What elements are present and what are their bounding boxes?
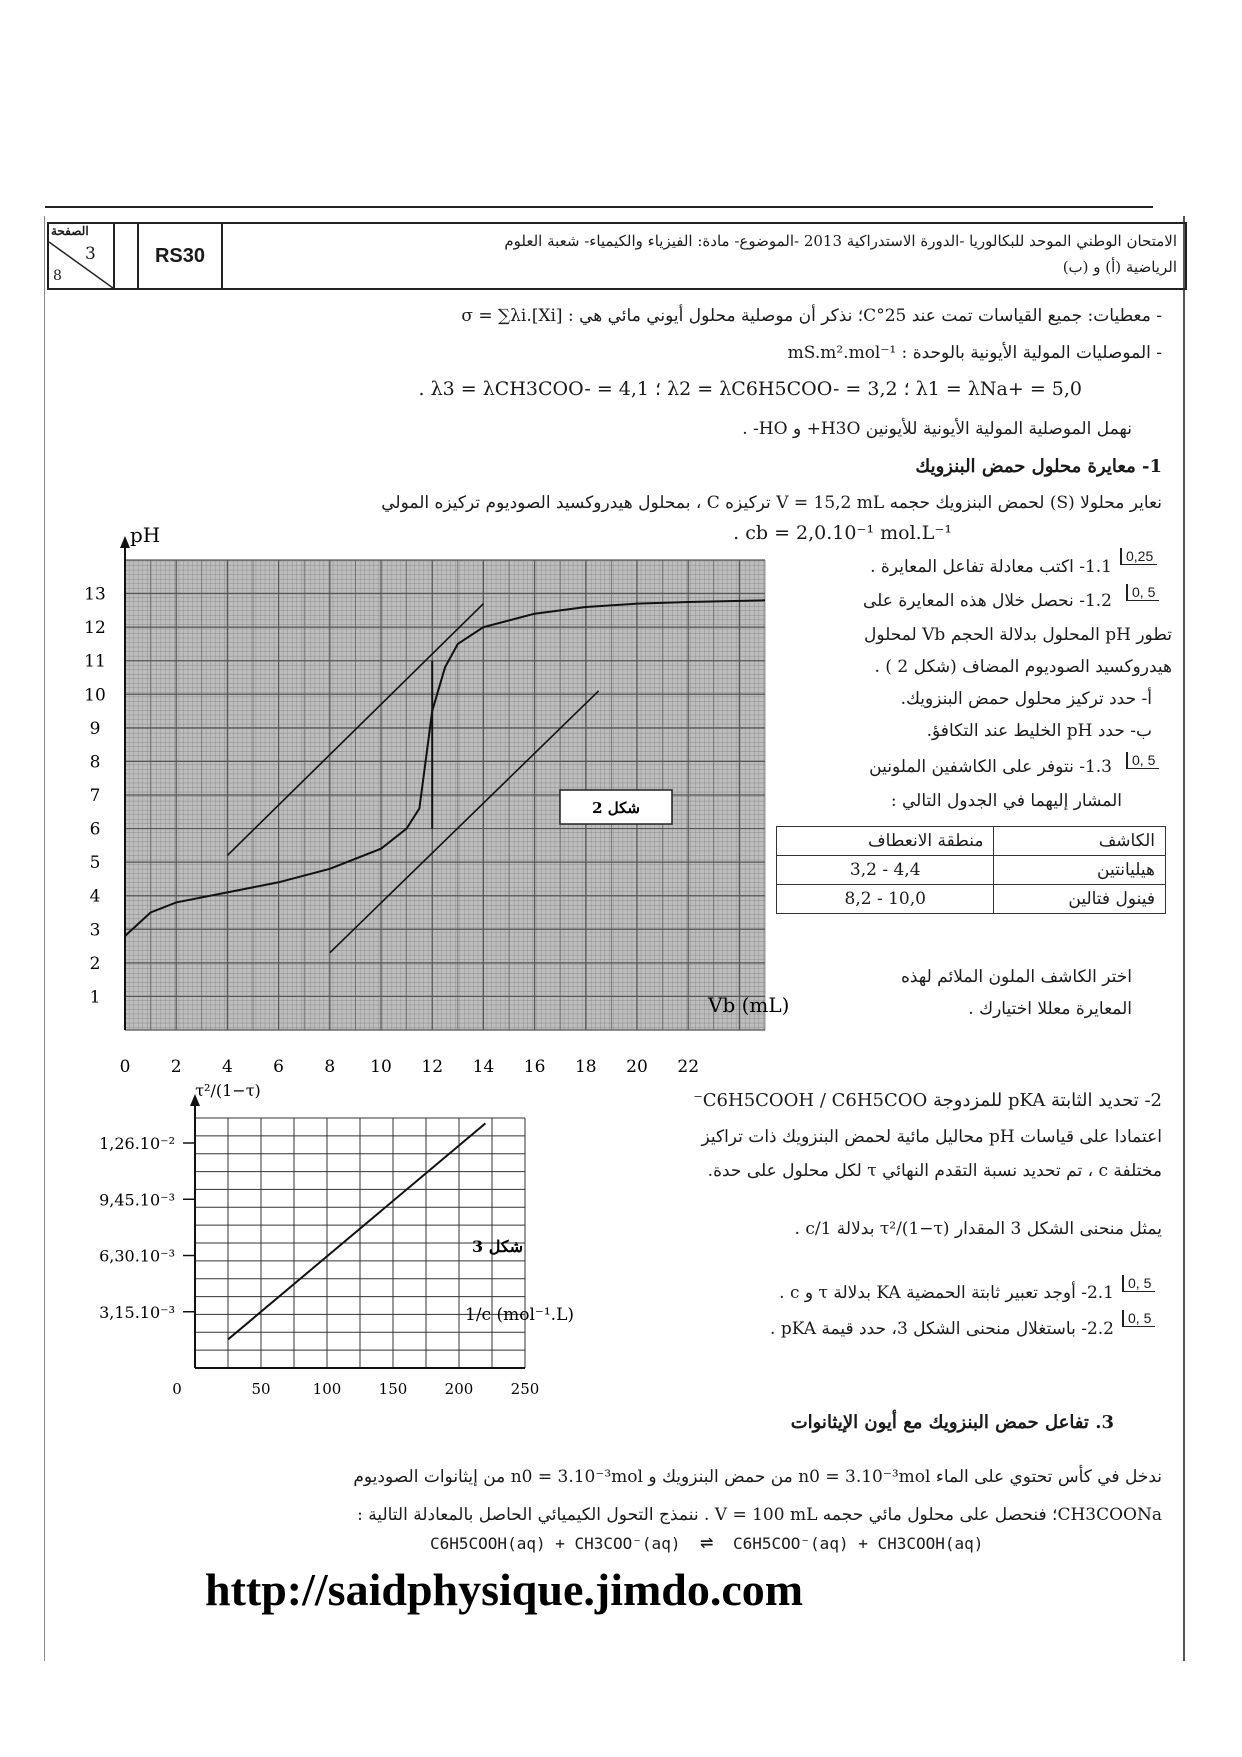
reaction-equation <box>430 1530 983 1555</box>
intro-line1: - معطيات: جميع القياسات تمت عند 25°C؛ نذكر أن موصلية محلول أيوني مائي هي : σ = ∑λi.[Xi] <box>461 306 1162 326</box>
q12-text-a: 1.2- نحصل خلال هذه المعايرة على <box>862 591 1112 611</box>
q13-text-c: اختر الكاشف الملون الملائم لهذه <box>900 967 1132 987</box>
exam-title-line1: الامتحان الوطني الموحد للبكالوريا -الدورة الاستدراكية 2013 -الموضوع- مادة: الفيزياء والكيمياء- شعبة العلوم <box>504 232 1177 250</box>
part3-title: 3. تفاعل حمض البنزويك مع أيون الإيثانوات <box>790 1412 1114 1433</box>
y-tick-label: 9 <box>89 718 101 739</box>
page-box <box>49 224 115 288</box>
part2-title: 2- تحديد الثابتة pKA للمزدوجة C6H5COOH / C6H5COO⁻ <box>693 1090 1162 1111</box>
data-line <box>228 1123 485 1339</box>
figure-2-title: شكل 2 <box>592 799 640 817</box>
y-tick-label: 8 <box>89 752 101 773</box>
x-tick-label: 250 <box>510 1380 540 1398</box>
q12-text-d: أ- حدد تركيز محلول حمض البنزويك. <box>900 689 1152 709</box>
y-tick-label: 5 <box>89 853 101 874</box>
y-axis-arrow-icon <box>120 536 130 548</box>
indicator-name: فينول فتالين <box>994 885 1166 914</box>
q21-text: 2.1- أوجد تعبير ثابتة الحمضية KA بدلالة τ و c . <box>779 1283 1114 1303</box>
y-tick-label: 1 <box>89 987 101 1008</box>
x-tick-label: 14 <box>472 1057 495 1077</box>
q13-text-d: المعايرة معللا اختيارك . <box>968 999 1132 1019</box>
indicator-range: 8,2 - 10,0 <box>777 885 994 914</box>
indicator-name: هيليانتين <box>994 856 1166 885</box>
y-tick-label: 4 <box>89 886 101 907</box>
x-tick-label: 20 <box>626 1057 648 1077</box>
exam-title <box>225 228 1177 280</box>
x-tick-label: 100 <box>312 1380 342 1398</box>
part1-title: 1- معايرة محلول حمض البنزويك <box>915 456 1162 477</box>
x-tick-label: 50 <box>251 1380 271 1398</box>
q12-text-e: ب- حدد pH الخليط عند التكافؤ. <box>926 721 1152 741</box>
q11-score: 0,25 <box>1120 548 1157 565</box>
y-tick-label: 7 <box>89 786 101 806</box>
exam-code: RS30 <box>137 224 223 288</box>
equation-reactants: C6H5COOH(aq) + CH3COO⁻(aq) <box>430 1534 681 1553</box>
y-tick-label: 3,15.10⁻³ <box>99 1302 175 1322</box>
q12-score: 0, 5 <box>1126 584 1159 601</box>
q21-score: 0, 5 <box>1122 1275 1155 1292</box>
table-header-name: الكاشف <box>994 827 1166 856</box>
part2-line1: اعتمادا على قياسات pH محاليل مائية لحمض البنزويك ذات تراكيز <box>701 1127 1162 1147</box>
figure-3-plot <box>60 1080 630 1400</box>
table-row <box>777 885 1166 914</box>
x-axis-label: 1/c (mol⁻¹.L) <box>465 1305 575 1325</box>
exam-header <box>47 222 1187 290</box>
x-tick-label: 10 <box>370 1057 392 1077</box>
q13-text-b: المشار إليهما في الجدول التالي : <box>890 791 1122 811</box>
source-url[interactable]: http://saidphysique.jimdo.com <box>205 1564 804 1615</box>
q12-text-b: تطور pH المحلول بدلالة الحجم Vb لمحلول <box>863 625 1172 645</box>
q22-text: 2.2- باستغلال منحنى الشكل 3، حدد قيمة pKA . <box>770 1319 1114 1339</box>
x-tick-label: 2 <box>170 1057 182 1077</box>
q12-text-c: هيدروكسيد الصوديوم المضاف (شكل 2 ) . <box>874 657 1172 677</box>
q11-text: 1.1- اكتب معادلة تفاعل المعايرة . <box>870 557 1112 577</box>
x-tick-label: 150 <box>378 1380 408 1398</box>
x-tick-label: 6 <box>273 1057 285 1077</box>
intro-line4: نهمل الموصلية المولية الأيونية للأيونين H3O+ و HO- . <box>742 419 1132 439</box>
intro-line3: λ1 = λNa+ = 5,0 ؛ λ2 = λC6H5COO- = 3,2 ؛ λ3 = λCH3COO- = 4,1 . <box>418 378 1082 400</box>
y-tick-label: 11 <box>84 651 106 672</box>
y-tick-label: 6 <box>89 819 101 840</box>
indicator-range: 3,2 - 4,4 <box>777 856 994 885</box>
y-tick-label: 13 <box>84 584 106 605</box>
y-tick-label: 2 <box>89 953 101 974</box>
page-number: 3 <box>85 244 96 264</box>
part1-line1: نعاير محلولا (S) لحمض البنزويك حجمه V = 15,2 mL تركيزه C ، بمحلول هيدروكسيد الصوديوم تركيزه المولي <box>381 493 1162 513</box>
y-tick-label: 3 <box>89 920 101 941</box>
x-tick-label: 12 <box>421 1057 444 1077</box>
x-tick-label: 0 <box>172 1380 182 1398</box>
table-header-range: منطقة الانعطاف <box>777 827 994 856</box>
part3-line1: ندخل في كأس تحتوي على الماء n0 = 3.10⁻³mol من حمض البنزويك و n0 = 3.10⁻³mol من إيثانوات الصوديوم <box>353 1467 1162 1487</box>
part2-line3: يمثل منحنى الشكل 3 المقدار τ²/(1−τ) بدلالة 1/c . <box>794 1219 1162 1239</box>
right-frame <box>1183 216 1185 1661</box>
x-tick-label: 16 <box>523 1057 546 1077</box>
q13-text-a: 1.3- نتوفر على الكاشفين الملونين <box>869 757 1112 777</box>
table-header-row <box>777 827 1166 856</box>
part3-line2: CH3COONa؛ فنحصل على محلول مائي حجمه V = 100 mL . ننمذج التحول الكيميائي الحاصل بالمعادلة التالية : <box>357 1505 1162 1525</box>
y-axis-label: τ²/(1−τ) <box>195 1081 261 1100</box>
y-tick-label: 1,26.10⁻² <box>99 1134 175 1153</box>
figure-2-titration <box>70 520 820 1080</box>
figure-3-title: شكل 3 <box>472 1237 524 1256</box>
page-total: 8 <box>53 268 62 284</box>
y-tick-label: 12 <box>84 618 106 639</box>
y-axis-label: pH <box>130 523 161 547</box>
intro-line2: - الموصليات المولية الأيونية بالوحدة : mS.m².mol⁻¹ <box>787 343 1162 363</box>
y-tick-label: 10 <box>84 685 106 706</box>
x-tick-label: 0 <box>119 1057 131 1077</box>
top-rule <box>45 206 1153 208</box>
equation-products: C6H5COO⁻(aq) + CH3COOH(aq) <box>732 1534 984 1553</box>
x-tick-label: 22 <box>677 1057 700 1077</box>
table-row <box>777 856 1166 885</box>
exam-title-line2: الرياضية (أ) و (ب) <box>1062 258 1177 276</box>
x-tick-label: 8 <box>324 1057 336 1077</box>
indicator-table <box>776 826 1166 914</box>
part1-line2: cb = 2,0.10⁻¹ mol.L⁻¹ . <box>733 522 952 544</box>
x-tick-label: 200 <box>444 1380 474 1398</box>
x-tick-label: 4 <box>221 1057 233 1077</box>
q13-score: 0, 5 <box>1126 752 1159 769</box>
equilibrium-arrow-icon: ⇌ <box>700 1530 714 1555</box>
x-axis-label: Vb (mL) <box>708 993 790 1017</box>
y-tick-label: 6,30.10⁻³ <box>99 1246 175 1266</box>
part2-line2: مختلفة c ، تم تحديد نسبة التقدم النهائي τ لكل محلول على حدة. <box>707 1161 1162 1181</box>
page-label: الصفحة <box>51 224 89 238</box>
y-tick-label: 9,45.10⁻³ <box>99 1190 175 1210</box>
left-frame <box>44 216 45 1661</box>
q22-score: 0, 5 <box>1122 1310 1155 1327</box>
x-tick-label: 18 <box>574 1057 597 1077</box>
